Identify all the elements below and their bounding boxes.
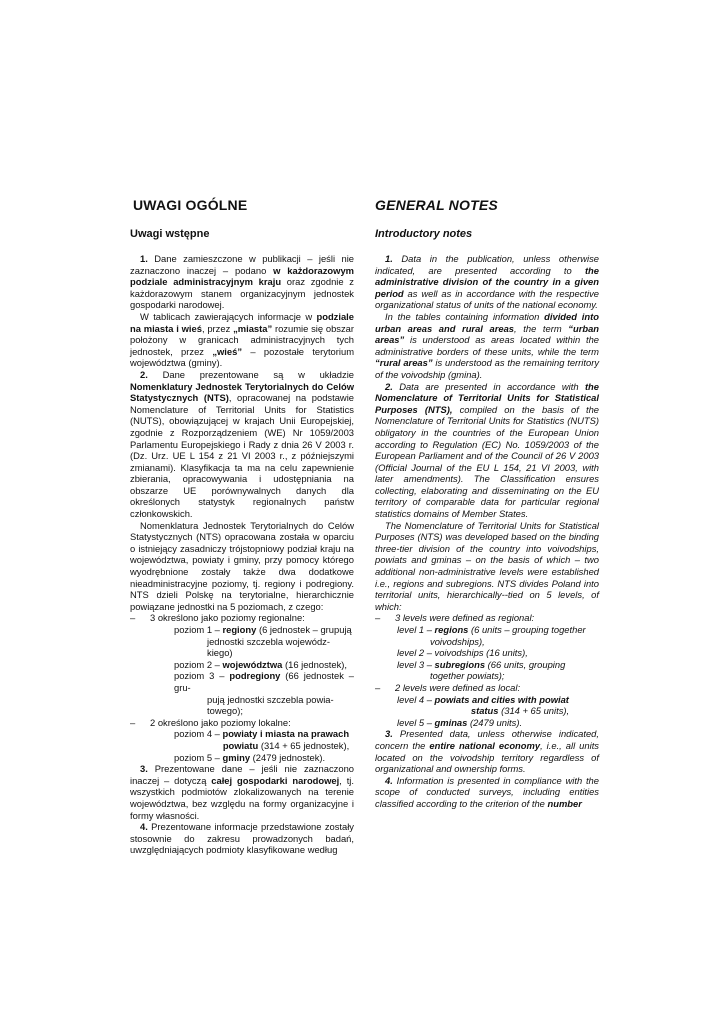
emphasis: “rural areas”: [375, 357, 433, 369]
level-item: [375, 624, 599, 647]
text: poziom 2 –: [174, 658, 223, 670]
paragraph-6-pl: [130, 821, 354, 856]
text: Dane prezentowane są w układzie: [147, 368, 354, 380]
emphasis: województwa: [222, 658, 283, 670]
text: (6 units – grouping together: [468, 624, 586, 635]
paragraph-3-pl: [130, 369, 354, 520]
list-item: – 2 określono jako poziomy lokalne:: [130, 717, 354, 729]
hang-line: [397, 705, 599, 717]
list-item: – 3 określono jako poziomy regionalne:: [130, 612, 354, 624]
text: level 3 –: [397, 658, 435, 670]
paragraph-number: 4.: [140, 821, 148, 833]
text: level 1 –: [397, 624, 435, 635]
paragraph-number: 1.: [385, 253, 393, 264]
emphasis: entire national economy: [429, 739, 541, 751]
text: Data in the publication, unless otherwise indicated, are presented according to: [375, 253, 599, 276]
emphasis: „miasta”: [233, 322, 273, 334]
paragraph-number: 1.: [140, 253, 148, 264]
emphasis: the administrative division of the country in a given period: [375, 264, 599, 299]
level-item: [130, 624, 354, 659]
level-item: [375, 717, 599, 729]
level-item: level 2 – voivodships (16 units),: [397, 647, 528, 659]
text: pują jednostki szczebla powia-towego);: [207, 693, 334, 717]
emphasis: „wieś”: [212, 345, 243, 357]
text: , tj. wszystkich podmiotów zlokalizowanych na terenie województwa, bez względu na formy organizacyjne i formy własności.: [130, 774, 354, 821]
paragraph-3-en: [375, 381, 599, 520]
paragraph-number: 3.: [385, 728, 393, 740]
text: , the term: [514, 322, 569, 334]
text: poziom 5 –: [174, 751, 223, 763]
english-column: [375, 197, 599, 810]
paragraph-number: 2.: [140, 368, 148, 380]
text: (2479 units).: [467, 716, 523, 728]
emphasis: subregions: [434, 658, 486, 670]
list-item: – 2 levels were defined as local:: [375, 682, 599, 694]
text: (314 + 65 jednostek),: [258, 739, 350, 751]
paragraph-4-en: The Nomenclature of Territorial Units for Statistical Purposes (NTS) was developed based on the binding three-tier division of the country into voivodships, powiats and gminas – on the basis of which – two additional non-administrative levels were established i.e., regions and subregions. NTS divides Poland into territorial units, hierarchically--tied on 5 levels, of which:: [375, 519, 599, 612]
levels-list-en: [375, 612, 599, 728]
emphasis: podziale na miasta i wieś: [130, 310, 354, 334]
text: W tablicach zawierających informacje w: [140, 310, 317, 322]
page-title-en: GENERAL NOTES: [375, 197, 498, 213]
text: poziom 3 –: [174, 670, 230, 682]
levels-list-pl: [130, 612, 354, 763]
text: (6 jednostek – grupują: [256, 624, 352, 635]
text: In the tables containing information: [385, 310, 545, 322]
text: – pozostałe terytorium województwa (gminy).: [130, 345, 354, 369]
paragraph-number: 4.: [385, 774, 393, 786]
level-item: [375, 659, 599, 682]
text: poziom 1 –: [174, 624, 223, 635]
paragraph-6-en: [375, 775, 599, 810]
level-item: [130, 752, 354, 764]
text: voivodships),: [430, 635, 485, 647]
emphasis: Nomenklatury Jednostek Terytorialnych do Celów Statystycznych (NTS): [130, 380, 354, 404]
paragraph-1-pl: [130, 253, 354, 311]
level-item: [130, 728, 354, 751]
paragraph-1-en: [375, 253, 599, 311]
text: Information is presented in compliance with the scope of conducted surveys, including entities classified according to the criterion of the: [375, 774, 599, 809]
emphasis: divided into urban areas and rural areas: [375, 310, 599, 334]
text: Presented data, unless otherwise indicated, concern the: [375, 728, 599, 751]
list-item: – 3 levels were defined as regional:: [375, 612, 599, 624]
text: as well as in accordance with the respective organizational status of units of the national economy.: [375, 287, 599, 311]
text: , opracowanej na podstawie Nomenclature of Territorial Units for Statistics (NUTS), obowiązującej w krajach Unii Europejskiej, zgodnie z Rozporządzeniem (WE) Nr 1059/2003 Parlamentu Europejskiego i Rady z dnia 26 V 2003 r. (Dz. Urz. UE L 154 z 21 VI 2003 r., z późniejszymi zmianami). Klasyfikacja ta ma na celu zapewnienie zbierania, opracowywania i udostępniania na obszarze UE porównywalnych danych dla określonych statystyk regionalnych państw członkowskich.: [130, 392, 354, 520]
text: , i.e., all units located on the voivodship territory regardless of organizational and ownership forms.: [375, 739, 599, 775]
polish-column: [130, 197, 354, 856]
paragraph-5-en: [375, 728, 599, 774]
text: (66 units, grouping: [485, 658, 566, 670]
paragraph-5-pl: [130, 763, 354, 821]
text: level 5 –: [397, 716, 435, 728]
text: (314 + 65 units),: [498, 705, 570, 717]
emphasis: regions: [434, 624, 469, 635]
paragraph-2-en: [375, 311, 599, 381]
text: rozumie się obszar położony w granicach administracyjnych tych jednostek, przez: [130, 322, 355, 357]
emphasis: podregiony: [229, 670, 281, 682]
body-text-pl: [130, 253, 354, 856]
body-text-en: [375, 253, 599, 810]
paragraph-2-pl: [130, 311, 354, 369]
text: (16 jednostek),: [282, 658, 347, 670]
text: (2479 jednostek).: [250, 751, 326, 763]
emphasis: the Nomenclature of Territorial Units for Statistical Purposes (NTS),: [375, 380, 599, 415]
text: jednostki szczebla wojewódz-kiego): [207, 635, 330, 659]
level-item: [130, 659, 354, 671]
page-title-pl: UWAGI OGÓLNE: [133, 197, 248, 213]
text: , przez: [201, 322, 234, 334]
level-item: [375, 694, 599, 717]
hang-line: [174, 740, 354, 752]
text: Prezentowane dane – jeśli nie zaznaczono inaczej – dotyczą: [130, 763, 354, 786]
emphasis: gminy: [222, 751, 251, 763]
emphasis: powiats and cities with powiat: [434, 693, 569, 705]
text: is understood as areas located within the administrative borders of these units, while the term: [375, 334, 599, 357]
emphasis: number: [547, 797, 582, 809]
text: is understood as the remaining territory of the voivodship (gmina).: [375, 357, 600, 380]
text: Prezentowane informacje przedstawione zostały stosownie do zakresu prowadzonych badań, uwzględniających podmioty klasyfikowane według: [130, 821, 354, 856]
text: compiled on the basis of the Nomenclature of Territorial Units for Statistics (NUTS) obligatory in the countries of the European Union according to Regulation (EC) No. 1059/2003 of the European Parliament and of the Council of 26 V 2003 (Official Journal of the EU L 154, 21 VI 2003, with later amendments). The Classification ensures collecting, elaborating and disseminating on the EU territory of comparable data for particular regional statistics domains of Member States.: [375, 403, 599, 520]
emphasis: gminas: [434, 716, 468, 728]
text: Dane zamieszczone w publikacji – jeśli nie zaznaczono inaczej – podano: [130, 253, 354, 276]
text: poziom 4 –: [174, 728, 223, 740]
text: Data are presented in accordance with: [392, 380, 585, 392]
section-heading-pl: Uwagi wstępne: [130, 228, 210, 240]
text: together powiats);: [430, 670, 505, 682]
paragraph-number: 2.: [385, 380, 393, 392]
emphasis: “urban areas”: [375, 322, 600, 346]
text: (66 jednostek – gru-: [174, 670, 354, 693]
text: oraz zgodnie z każdorazowym stanem organizacyjnym jednostek gospodarki narodowej.: [130, 276, 354, 311]
section-heading-en: Introductory notes: [375, 228, 473, 240]
emphasis: powiatu: [222, 739, 259, 751]
text: level 4 –: [397, 693, 435, 705]
paragraph-number: 3.: [140, 763, 148, 775]
level-item: [130, 670, 354, 716]
paragraph-4-pl: Nomenklatura Jednostek Terytorialnych do Celów Statystycznych (NTS) opracowana została w oparciu o istniejący zasadniczy trójstopniowy podział kraju na województwa, powiaty i gminy, przy pomocy którego wyodrębnione zostały także dwa dodatkowe nieadministracyjne poziomy, tj. regiony i podregiony. NTS dzieli Polskę na terytorialne, hierarchicznie powiązane jednostki na 5 poziomach, z czego:: [130, 519, 354, 612]
emphasis: regiony: [222, 624, 257, 635]
emphasis: powiaty i miasta na prawach: [222, 728, 350, 740]
emphasis: całej gospodarki narodowej: [211, 774, 340, 786]
emphasis: status: [470, 705, 499, 717]
emphasis: w każdorazowym podziale administracyjnym kraju: [130, 264, 354, 288]
